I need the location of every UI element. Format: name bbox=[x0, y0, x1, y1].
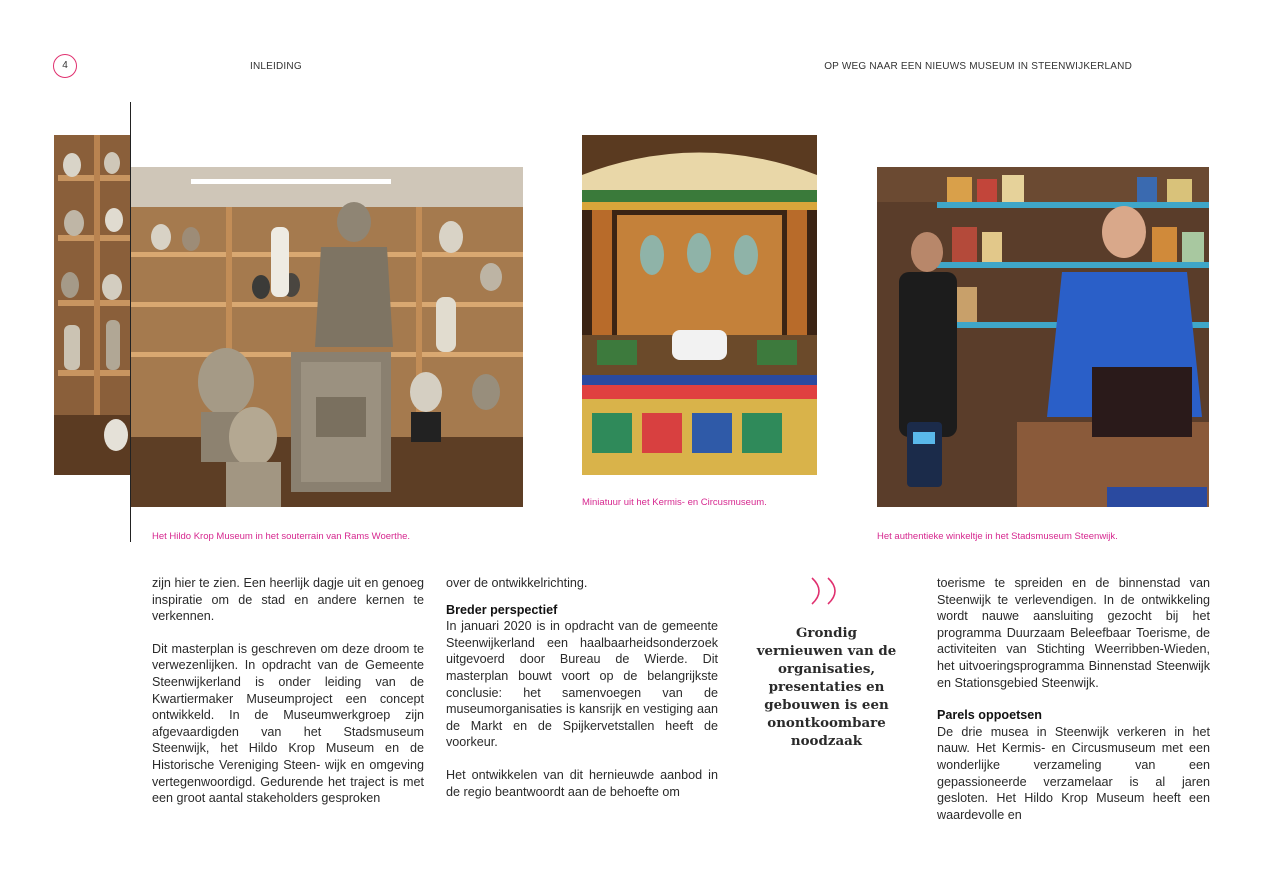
section-heading: Breder perspectief bbox=[446, 602, 558, 617]
caption-hildo-krop: Het Hildo Krop Museum in het souterrain van Rams Woerthe. bbox=[152, 531, 411, 542]
paragraph: Het ontwikkelen van dit hernieuwde aanbod in de regio beantwoordt aan de behoefte om bbox=[446, 767, 718, 799]
paragraph: toerisme te spreiden en de binnenstad van Steenwijk te verlevendigen. In de ontwikkeling wordt nauwe aansluiting gezocht bij het programma Duurzaam Beleefbaar Toerisme, de activiteiten van Stichting Weerribben-Wieden, het uitvoeringsprogramma Binnenstad Steenwijk en Stationsgebied Steenwijk. bbox=[937, 576, 1210, 690]
photo-hildo-krop-main bbox=[131, 167, 523, 507]
paragraph: over de ontwikkelrichting. bbox=[446, 576, 588, 590]
photo-hildo-krop-left-strip bbox=[54, 135, 130, 475]
quote-mark-icon bbox=[806, 576, 850, 606]
pull-quote: Grondig vernieuwen van de organisaties, presentaties en gebouwen is een onontkoombare noodzaak bbox=[756, 625, 897, 749]
paragraph: De drie musea in Steenwijk verkeren in het nauw. Het Kermis- en Circusmuseum met een wonderlijke verzameling van een gepassioneerde verzamelaar is al jaren gesloten. Het Hildo Krop Museum heeft een waardevolle en bbox=[937, 724, 1210, 822]
text-column-4 bbox=[937, 575, 1210, 839]
text-column-1 bbox=[152, 575, 424, 823]
photo-winkeltje bbox=[877, 167, 1209, 507]
paragraph: In januari 2020 is in opdracht van de gemeente Steenwijkerland een haalbaarheidsonderzoek uitgevoerd door Bureau de Wierde. Dit masterplan bouwt voort op de belangrijkste conclusie: het samenvoegen van de museumorganisaties is kansrijk en vestiging aan de Markt en de Spijkervetstallen heeft de voorkeur. bbox=[446, 619, 718, 750]
paragraph: zijn hier te zien. Een heerlijk dagje uit en genoeg inspiratie om de stad en andere kernen te verkennen. bbox=[152, 576, 424, 624]
section-heading: Parels oppoetsen bbox=[937, 708, 1042, 723]
section-label: INLEIDING bbox=[250, 61, 302, 72]
text-column-2 bbox=[446, 575, 718, 816]
page-number: 4 bbox=[53, 54, 77, 78]
document-title: OP WEG NAAR EEN NIEUWS MUSEUM IN STEENWIJKERLAND bbox=[824, 61, 1132, 72]
caption-winkeltje: Het authentieke winkeltje in het Stadsmuseum Steenwijk. bbox=[877, 531, 1118, 542]
caption-kermis: Miniatuur uit het Kermis- en Circusmuseum. bbox=[582, 497, 767, 508]
photo-kermis-carousel bbox=[582, 135, 817, 475]
paragraph: Dit masterplan is geschreven om deze droom te verwezenlijken. In opdracht van de Gemeente Steenwijkerland is onder leiding van de Kwartiermaker Museumproject een concept ontwikkeld. In de Museumwerkgroep zijn afgevaardigden van het Stadsmuseum Steenwijk, het Hildo Krop Museum en de Historische Vereniging Steen- wijk en omgeving vertegenwoordigd. Gedurende het traject is met een groot aantal stakeholders gesproken bbox=[152, 641, 424, 806]
